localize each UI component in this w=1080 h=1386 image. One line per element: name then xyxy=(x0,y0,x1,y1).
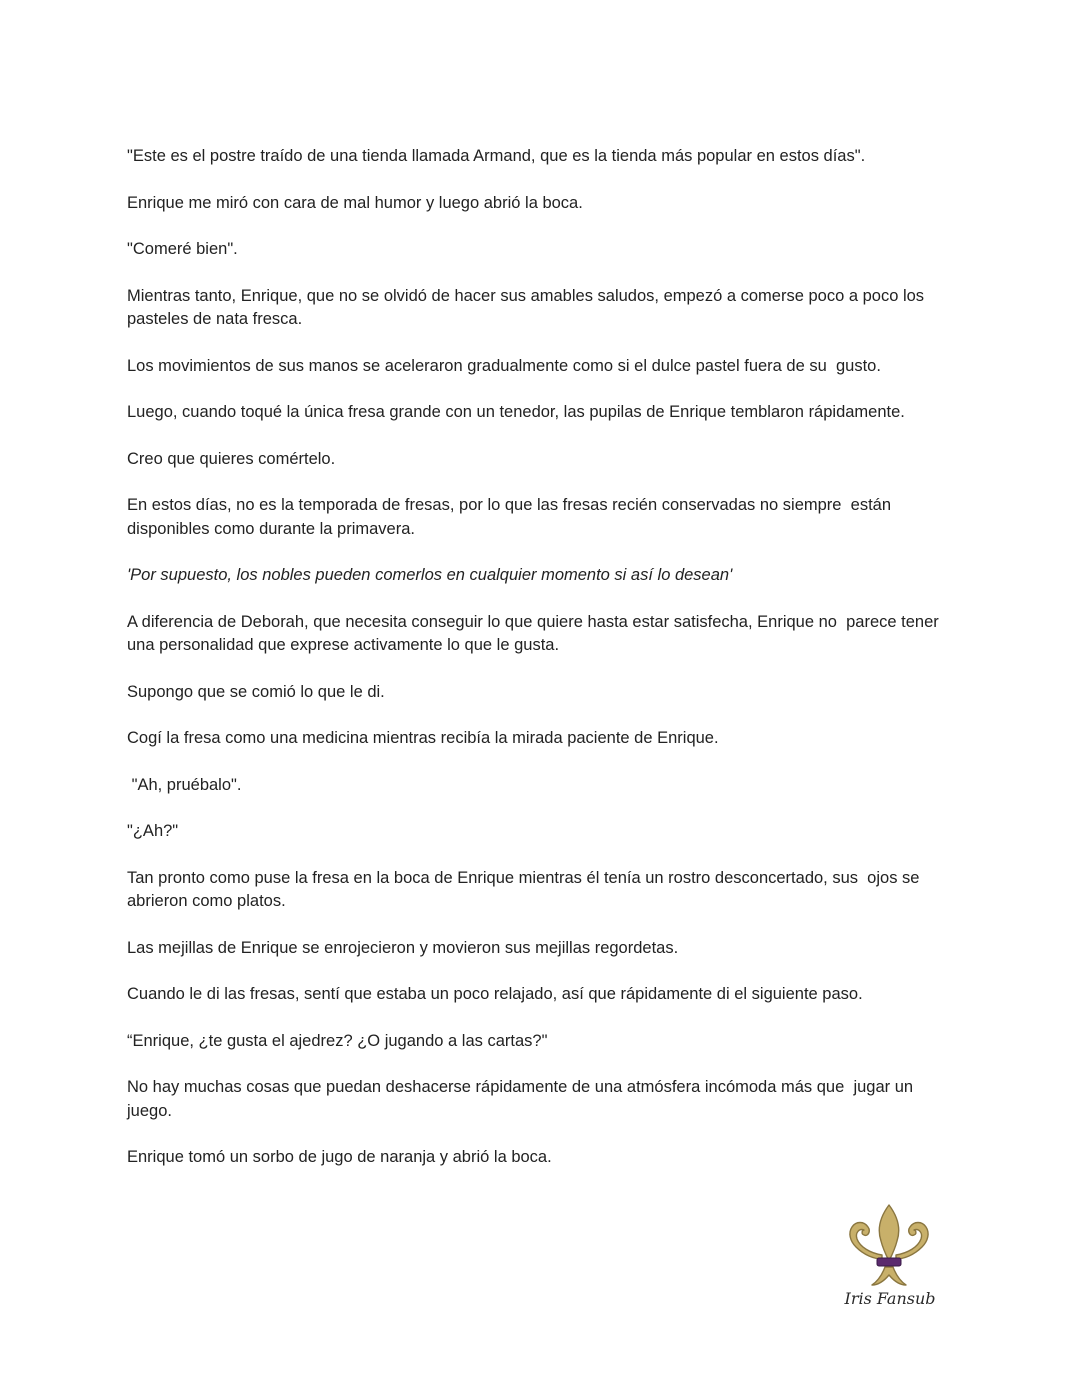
iris-fansub-logo xyxy=(838,1203,942,1315)
italic-thought-paragraph: 'Por supuesto, los nobles pueden comerlos en cualquier momento si así lo desean' xyxy=(127,566,733,584)
paragraph: Enrique tomó un sorbo de jugo de naranja y abrió la boca. xyxy=(127,1148,552,1166)
logo-text: Iris Fansub xyxy=(844,1289,936,1308)
paragraph: Cogí la fresa como una medicina mientras recibía la mirada paciente de Enrique. xyxy=(127,729,719,747)
paragraph: Creo que quieres comértelo. xyxy=(127,449,336,468)
paragraph: Los movimientos de sus manos se aceleraron gradualmente como si el dulce pastel fuera de su gusto. xyxy=(127,356,881,375)
paragraph: Cuando le di las fresas, sentí que estaba un poco relajado, así que rápidamente di el siguiente paso. xyxy=(127,985,863,1003)
paragraph: A diferencia de Deborah, que necesita conseguir lo que quiere hasta estar satisfecha, Enrique no parece tener una personalidad que exprese activamente lo que le gusta. xyxy=(127,612,944,654)
paragraph: “Enrique, ¿te gusta el ajedrez? ¿O jugando a las cartas?" xyxy=(127,1031,548,1050)
paragraph: Tan pronto como puse la fresa en la boca de Enrique mientras él tenía un rostro desconcertado, sus ojos se abrieron como platos. xyxy=(127,868,925,910)
paragraph: Mientras tanto, Enrique, que no se olvidó de hacer sus amables saludos, empezó a comerse poco a poco los pasteles de nata fresca. xyxy=(127,286,929,328)
paragraph: Las mejillas de Enrique se enrojecieron y movieron sus mejillas regordetas. xyxy=(127,938,679,957)
fleur-de-lis-icon xyxy=(844,1203,934,1289)
document-body xyxy=(127,145,957,1193)
paragraph: En estos días, no es la temporada de fresas, por lo que las fresas recién conservadas no siempre están disponibles como durante la primavera. xyxy=(127,496,896,538)
paragraph: "¿Ah?" xyxy=(127,822,179,840)
paragraph: Luego, cuando toqué la única fresa grande con un tenedor, las pupilas de Enrique temblaron rápidamente. xyxy=(127,403,905,421)
paragraph: "Comeré bien". xyxy=(127,240,238,258)
paragraph: "Ah, pruébalo". xyxy=(127,775,242,794)
paragraph: Enrique me miró con cara de mal humor y luego abrió la boca. xyxy=(127,193,583,212)
paragraph: No hay muchas cosas que puedan deshacerse rápidamente de una atmósfera incómoda más que jugar un juego. xyxy=(127,1078,918,1120)
paragraph: "Este es el postre traído de una tienda llamada Armand, que es la tienda más popular en estos días". xyxy=(127,147,866,165)
paragraph: Supongo que se comió lo que le di. xyxy=(127,682,385,701)
